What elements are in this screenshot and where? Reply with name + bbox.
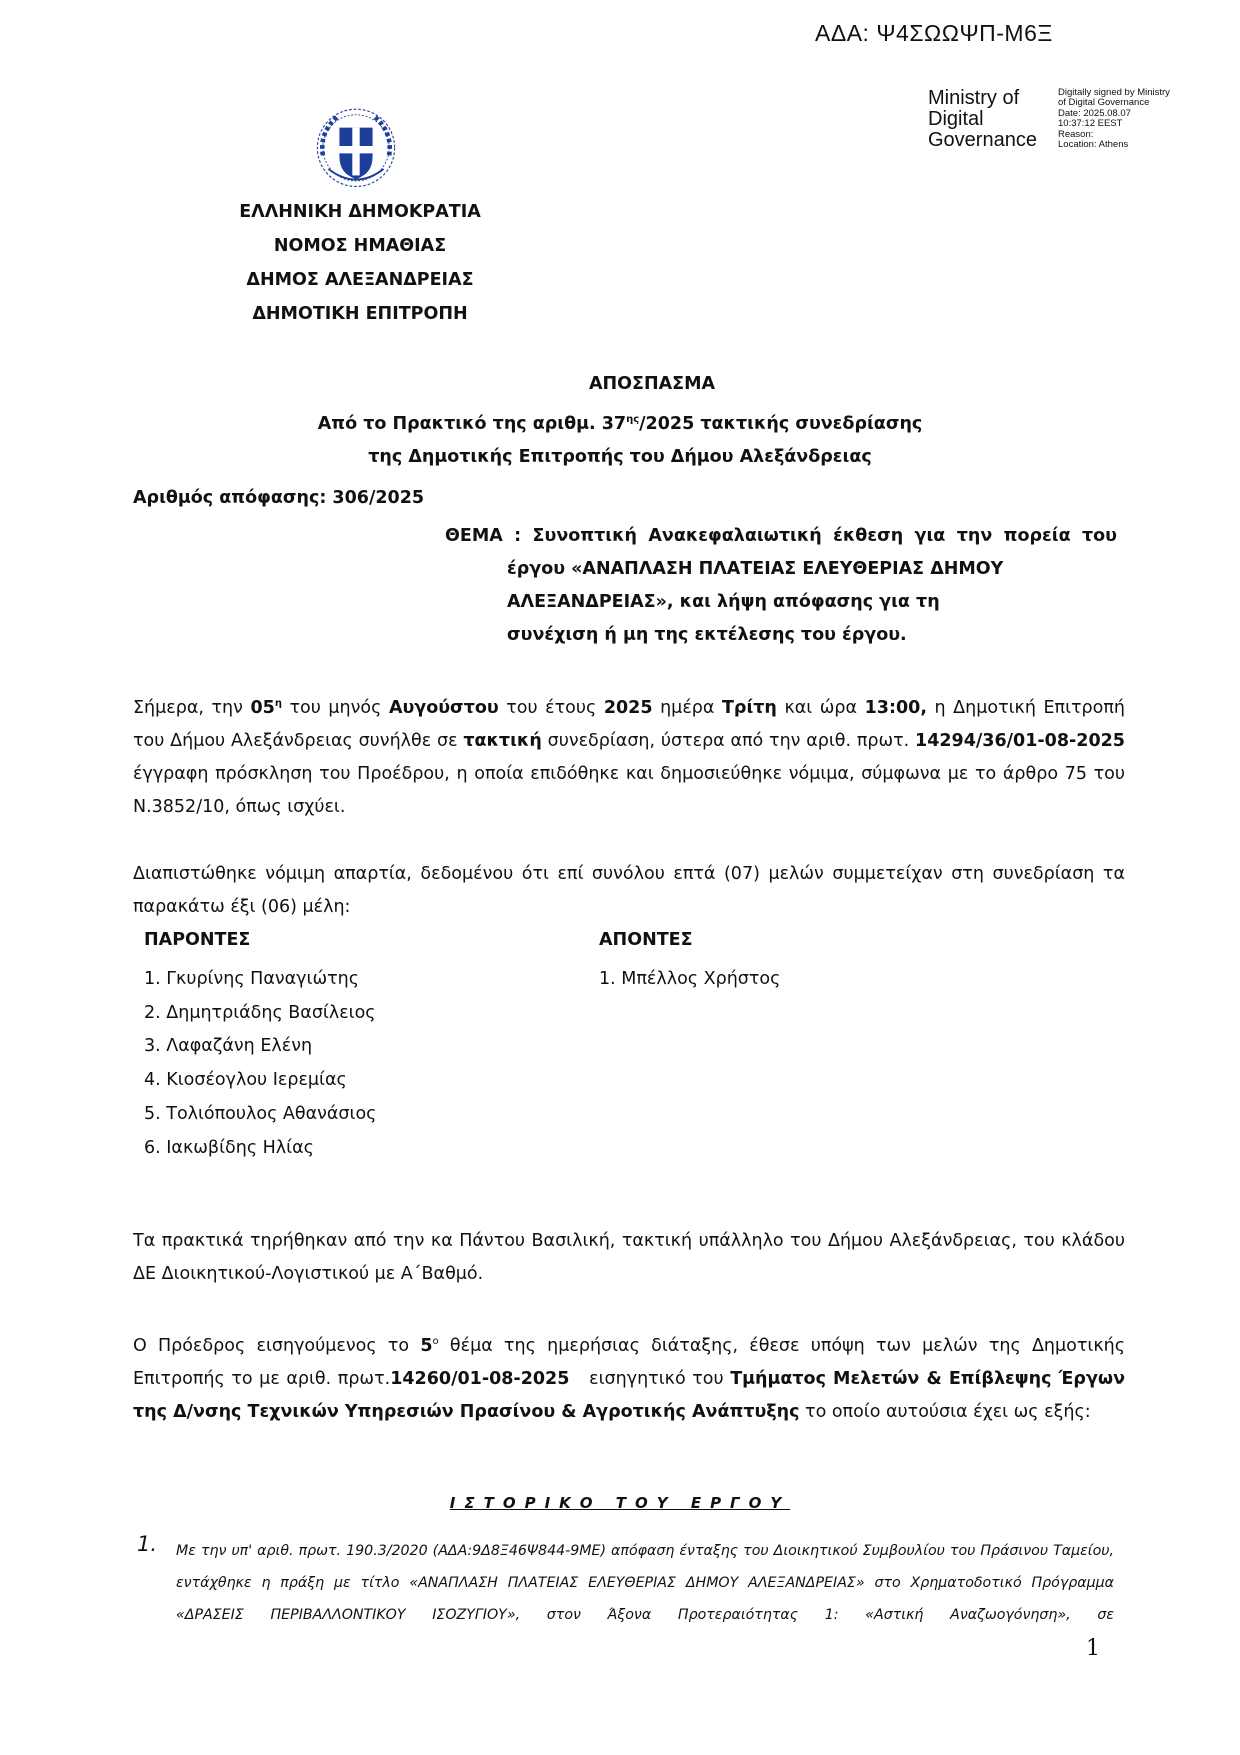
present-member: 1. Γκυρίνης Παναγιώτης bbox=[144, 969, 360, 989]
text-run: Ο Πρόεδρος εισηγούμενος το bbox=[133, 1335, 421, 1356]
page-number: 1 bbox=[1086, 1636, 1100, 1661]
quorum-paragraph: Διαπιστώθηκε νόμιμη απαρτία, δεδομένου ότι επί συνόλου επτά (07) μελών συμμετείχαν στη συνεδρίαση τα παρακάτω έξι (06) μέλη: bbox=[133, 864, 1125, 917]
present-member: 2. Δημητριάδης Βασίλειος bbox=[144, 1003, 376, 1023]
document-title: ΑΠΟΣΠΑΣΜΑ bbox=[588, 374, 716, 394]
text-run: συνεδρίαση, ύστερα από την αριθ. πρωτ. bbox=[541, 730, 916, 751]
signature-detail-line: Reason: bbox=[1058, 128, 1094, 140]
text-run: έγγραφη πρόσκληση του Προέδρου, η οποία επιδόθηκε και δημοσιεύθηκε νόμιμα, σύμφωνα με το άρθρο 75 του Ν.3852/10, όπως ισχύει. bbox=[133, 763, 1125, 817]
bold-run: 05 bbox=[250, 697, 275, 718]
header-line: ΔΗΜΟΤΙΚΗ ΕΠΙΤΡΟΠΗ bbox=[252, 304, 468, 324]
bold-run: Αυγούστου bbox=[388, 697, 499, 718]
signature-org-line: Digital bbox=[928, 108, 984, 130]
header-line: ΕΛΛΗΝΙΚΗ ΔΗΜΟΚΡΑΤΙΑ bbox=[239, 202, 481, 222]
committee-line: της Δημοτικής Επιτροπής του Δήμου Αλεξάνδρειας bbox=[368, 447, 872, 467]
signature-detail-line: Date: 2025.08.07 bbox=[1058, 107, 1131, 119]
bold-run: Τμήματος Μελετών & Επίβλεψης Έργων της Δ/νσης Τεχνικών Υπηρεσιών Πρασίνου & Αγροτικής Ανάπτυξης bbox=[133, 1368, 1125, 1422]
bold-run: τακτική bbox=[463, 730, 542, 751]
text-run: θέμα της ημερήσιας διάταξης, έθεσε υπόψη των μελών της Δημοτικής Επιτροπής το με αριθ. πρωτ. bbox=[133, 1335, 1126, 1389]
bold-run: 5 bbox=[420, 1335, 433, 1356]
minutes-reference-text: /2025 τακτικής συνεδρίασης bbox=[639, 414, 923, 434]
signature-details bbox=[1058, 88, 1208, 150]
text-run: του έτους bbox=[498, 697, 604, 718]
text-run: του μηνός bbox=[281, 697, 389, 718]
present-member: 4. Κιοσέογλου Ιερεμίας bbox=[144, 1070, 347, 1090]
text-run: ημέρα bbox=[652, 697, 722, 718]
absent-heading: ΑΠΟΝΤΕΣ bbox=[599, 930, 693, 950]
ada-code: ΑΔΑ: Ψ4ΣΩΩΨΠ-Μ6Ξ bbox=[815, 20, 1053, 46]
subject-rest: έργου «ΑΝΑΠΛΑΣΗ ΠΛΑΤΕΙΑΣ ΕΛΕΥΘΕΡΙΑΣ ΔΗΜΟΥ ΑΛΕΞΑΝΔΡΕΙΑΣ», και λήψη απόφασης για τη συνέχιση ή μη της εκτέλεσης του έργου. bbox=[507, 559, 1004, 645]
history-item-number: 1. bbox=[137, 1532, 158, 1556]
signature-org-line: Ministry of bbox=[928, 87, 1020, 109]
text-run: το οποίο αυτούσια έχει ως εξής: bbox=[799, 1401, 1091, 1422]
present-member: 5. Τολιόπουλος Αθανάσιος bbox=[144, 1104, 377, 1124]
text-run: εισηγητικό του bbox=[569, 1368, 731, 1389]
greek-emblem-icon bbox=[310, 100, 402, 192]
signature-detail-line: 10:37:12 EEST bbox=[1058, 118, 1123, 130]
absent-member: 1. Μπέλλος Χρήστος bbox=[599, 969, 781, 989]
header-line: ΔΗΜΟΣ ΑΛΕΞΑΝΔΡΕΙΑΣ bbox=[246, 270, 474, 290]
signature-org-line: Governance bbox=[928, 129, 1037, 151]
signature-organization bbox=[928, 88, 1037, 151]
ordinal-suffix: η bbox=[274, 698, 282, 709]
authority-header bbox=[200, 195, 520, 331]
subject-first-line: ΘΕΜΑ : Συνοπτική Ανακεφαλαιωτική έκθεση για την πορεία του bbox=[445, 526, 1117, 546]
agenda-paragraph bbox=[133, 1325, 1125, 1429]
signature-detail-line: of Digital Governance bbox=[1058, 97, 1150, 109]
bold-run: Τρίτη bbox=[721, 697, 777, 718]
decision-number: Αριθμός απόφασης: 306/2025 bbox=[133, 488, 425, 508]
bold-run: 13:00, bbox=[864, 697, 927, 718]
meeting-paragraph bbox=[133, 687, 1125, 824]
bold-run: 14260/01-08-2025 bbox=[390, 1368, 570, 1389]
minutes-reference-text: Από το Πρακτικό της αριθμ. 37 bbox=[317, 414, 627, 434]
history-title: ΙΣΤΟΡΙΚΟ ΤΟΥ ΕΡΓΟΥ bbox=[449, 1494, 791, 1512]
signature-detail-line: Location: Athens bbox=[1058, 139, 1129, 151]
present-member: 3. Λαφαζάνη Ελένη bbox=[144, 1036, 313, 1056]
minutes-keeper-paragraph: Τα πρακτικά τηρήθηκαν από την κα Πάντου Βασιλική, τακτική υπάλληλο του Δήμου Αλεξάνδρειας, του κλάδου ΔΕ Διοικητικού-Λογιστικού με Α΄Βαθμό. bbox=[133, 1231, 1125, 1284]
history-item-text: Με την υπ' αριθ. πρωτ. 190.3/2020 (ΑΔΑ:9Δ8Ξ46Ψ844-9ΜΕ) απόφαση ένταξης του Διοικητικού Συμβουλίου του Πράσινου Ταμείου, εντάχθηκε η πράξη με τίτλο «ΑΝΑΠΛΑΣΗ ΠΛΑΤΕΙΑΣ ΕΛΕΥΘΕΡΙΑΣ ΔΗΜΟΥ ΑΛΕΞΑΝΔΡΕΙΑΣ» στο Χρηματοδοτικό Πρόγραμμα «ΔΡΑΣΕΙΣ ΠΕΡΙΒΑΛΛΟΝΤΙΚΟΥ ΙΣΟΖΥΓΙΟΥ», στον Άξονα Προτεραιότητας 1: «Αστική Αναζωογόνηση», σε bbox=[176, 1543, 1114, 1623]
present-member: 6. Ιακωβίδης Ηλίας bbox=[144, 1138, 314, 1158]
present-heading: ΠΑΡΟΝΤΕΣ bbox=[144, 930, 251, 950]
ordinal-suffix: ης bbox=[626, 414, 640, 426]
signature-detail-line: Digitally signed by Ministry bbox=[1058, 87, 1170, 98]
minutes-reference bbox=[0, 414, 1240, 434]
ordinal-suffix: ο bbox=[432, 1336, 439, 1347]
bold-run: 2025 bbox=[603, 697, 653, 718]
bold-run: 14294/36/01-08-2025 bbox=[915, 730, 1125, 751]
text-run: η Δημοτική Επιτροπή του Δήμου Αλεξάνδρειας συνήλθε σε bbox=[133, 697, 1125, 751]
text-run: και ώρα bbox=[776, 697, 865, 718]
header-line: ΝΟΜΟΣ ΗΜΑΘΙΑΣ bbox=[273, 236, 447, 256]
subject-block bbox=[445, 520, 1117, 652]
text-run: Σήμερα, την bbox=[133, 697, 251, 718]
